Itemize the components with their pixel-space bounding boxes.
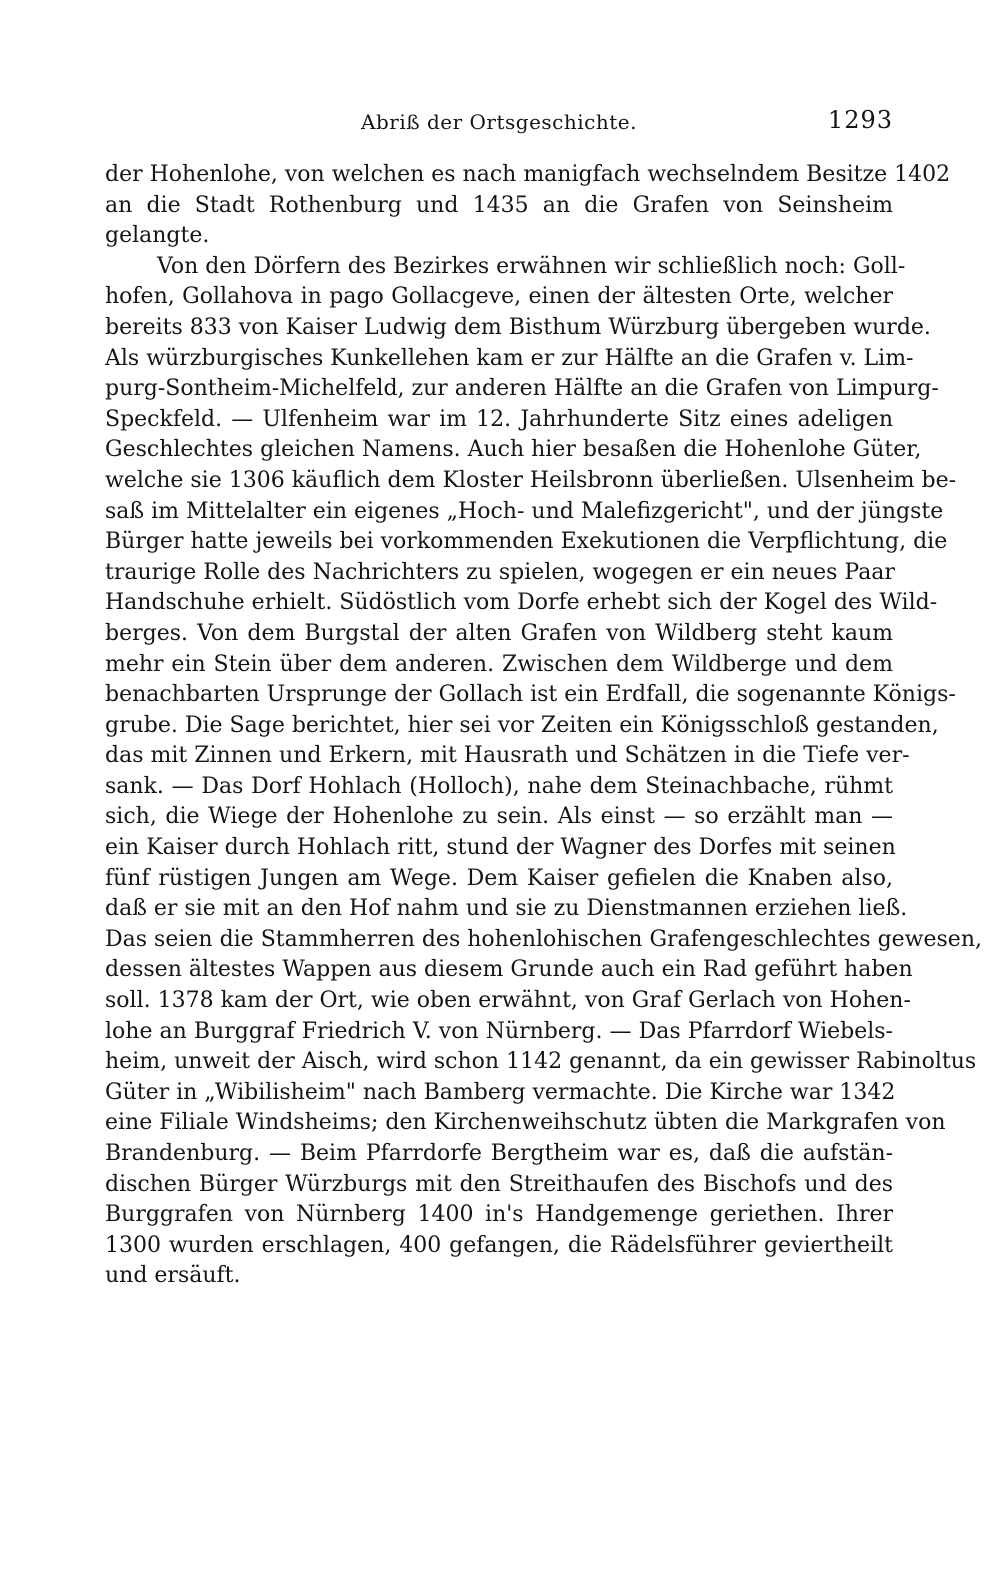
text-line: berges. Von dem Burgstal der alten Grafen von Wildberg steht kaum (105, 620, 893, 646)
text-line: und ersäuft. (105, 1263, 241, 1289)
body-text (105, 160, 982, 1292)
text-line: traurige Rolle des Nachrichters zu spielen, wogegen er ein neues Paar (105, 559, 895, 585)
text-line: Burggrafen von Nürnberg 1400 in's Handgemenge geriethen. Ihrer (105, 1202, 893, 1228)
text-line: gelangte. (105, 223, 210, 249)
text-line: dessen ältestes Wappen aus diesem Grunde auch ein Rad geführt haben (105, 957, 913, 983)
text-line: dischen Bürger Würzburgs mit den Streithaufen des Bischofs und des (105, 1171, 893, 1197)
text-line: Bürger hatte jeweils bei vorkommenden Exekutionen die Verpflichtung, die (105, 529, 948, 555)
text-line: lohe an Burggraf Friedrich V. von Nürnberg. — Das Pfarrdorf Wiebels- (105, 1018, 893, 1044)
text-line: Geschlechtes gleichen Namens. Auch hier besaßen die Hohenlohe Güter, (105, 437, 922, 463)
text-line: der Hohenlohe, von welchen es nach manigfach wechselndem Besitze 1402 (105, 162, 951, 187)
text-line: eine Filiale Windsheims; den Kirchenweihschutz übten die Markgrafen von (105, 1110, 946, 1136)
text-line: Als würzburgisches Kunkellehen kam er zur Hälfte an die Grafen v. Lim- (105, 345, 914, 371)
running-title: Abriß der Ortsgeschichte. (361, 110, 637, 134)
text-line: grube. Die Sage berichtet, hier sei vor Zeiten ein Königsschloß gestanden, (105, 712, 939, 738)
text-line: 1300 wurden erschlagen, 400 gefangen, die Rädelsführer geviertheilt (105, 1232, 893, 1258)
text-line: purg-Sontheim-Michelfeld, zur anderen Hälfte an die Grafen von Limpurg- (105, 376, 939, 402)
text-line: Handschuhe erhielt. Südöstlich vom Dorfe erhebt sich der Kogel des Wild- (105, 590, 938, 616)
text-line: sich, die Wiege der Hohenlohe zu sein. Als einst — so erzählt man — (105, 804, 893, 830)
running-head (105, 106, 893, 142)
text-line: das mit Zinnen und Erkern, mit Hausrath und Schätzen in die Tiefe ver- (105, 743, 910, 769)
text-line: Von den Dörfern des Bezirkes erwähnen wir schließlich noch: Goll- (157, 253, 906, 279)
text-line: Brandenburg. — Beim Pfarrdorfe Bergtheim war es, daß die aufstän- (105, 1141, 893, 1166)
text-line: Das seien die Stammherren des hohenlohischen Grafengeschlechtes gewesen, (105, 926, 982, 952)
text-line: benachbarten Ursprunge der Gollach ist ein Erdfall, die sogenannte Königs- (105, 682, 956, 708)
text-line: ein Kaiser durch Hohlach ritt, stund der Wagner des Dorfes mit seinen (105, 835, 896, 861)
text-line: soll. 1378 kam der Ort, wie oben erwähnt, von Graf Gerlach von Hohen- (105, 988, 911, 1014)
text-line: sank. — Das Dorf Hohlach (Holloch), nahe dem Steinachbache, rühmt (105, 773, 893, 799)
text-line: mehr ein Stein über dem anderen. Zwischen dem Wildberge und dem (105, 651, 893, 677)
page-number: 1293 (827, 106, 893, 134)
text-line: heim, unweit der Aisch, wird schon 1142 genannt, da ein gewisser Rabinoltus (105, 1049, 977, 1075)
text-line: Güter in „Wibilisheim" nach Bamberg vermachte. Die Kirche war 1342 (105, 1079, 896, 1105)
text-line: Speckfeld. — Ulfenheim war im 12. Jahrhunderte Sitz eines adeligen (105, 406, 893, 432)
text-line: bereits 833 von Kaiser Ludwig dem Bisthum Würzburg übergeben wurde. (105, 314, 931, 340)
text-line: welche sie 1306 käuflich dem Kloster Heilsbronn überließen. Ulsenheim be- (105, 467, 957, 493)
text-line: saß im Mittelalter ein eigenes „Hoch- und Malefizgericht", und der jüngste (105, 498, 944, 524)
text-line: fünf rüstigen Jungen am Wege. Dem Kaiser gefielen die Knaben also, (105, 865, 893, 891)
text-line: hofen, Gollahova in pago Gollacgeve, einen der ältesten Orte, welcher (105, 284, 893, 310)
text-line: daß er sie mit an den Hof nahm und sie zu Dienstmannen erziehen ließ. (105, 896, 908, 922)
text-line: an die Stadt Rothenburg und 1435 an die Grafen von Seinsheim (105, 192, 893, 218)
